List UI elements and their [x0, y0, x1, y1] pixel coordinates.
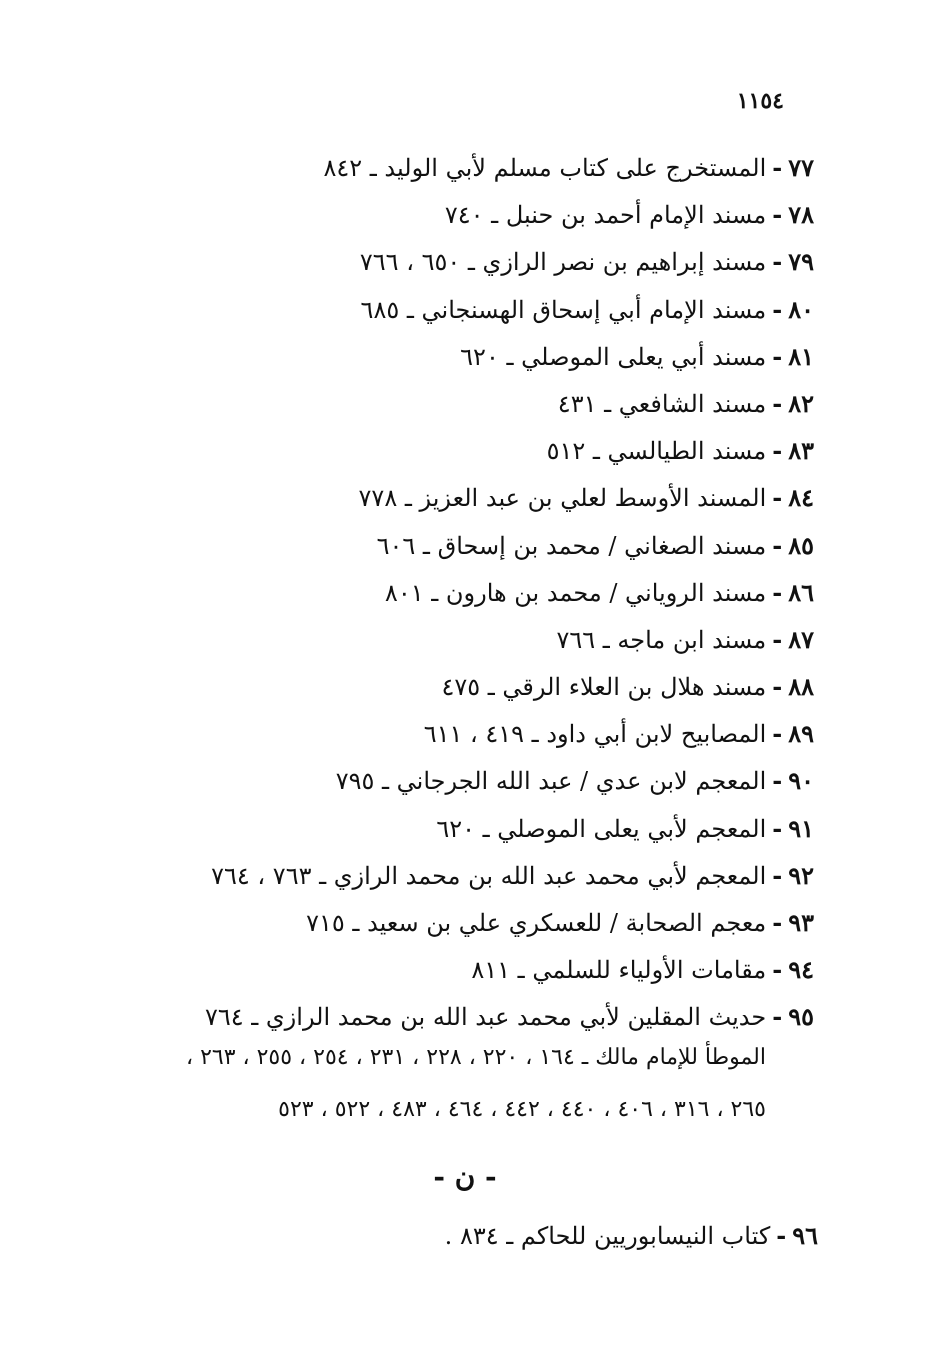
entry-dash: -	[776, 1221, 787, 1250]
entry-number: ٨٤	[788, 483, 814, 513]
entry-text: مسند هلال بن العلاء الرقي ـ ٤٧٥	[441, 673, 767, 702]
entry-number: ٨٥	[788, 530, 814, 560]
muwatta-references-line-1: الموطأ للإمام مالك ـ ١٦٤ ، ٢٢٠ ، ٢٢٨ ، ٢٣١ ، ٢٥٤ ، ٢٥٥ ، ٢٦٣ ،	[185, 1045, 766, 1070]
entry-number: ٨٦	[788, 577, 814, 607]
entry-number: ٩٤	[788, 955, 814, 985]
entry-number: ٩٠	[788, 766, 814, 796]
list-item	[114, 286, 814, 333]
list-item	[114, 663, 814, 710]
list-item	[114, 522, 814, 569]
entry-text: المعجم لأبي يعلى الموصلي ـ ٦٢٠	[436, 814, 767, 843]
list-item	[114, 427, 814, 474]
entry-number: ٩٣	[788, 908, 814, 937]
list-item	[114, 946, 814, 993]
entry-text: مسند ابن ماجه ـ ٧٦٦	[556, 625, 767, 654]
entry-dash: -	[772, 341, 783, 371]
entry-dash: -	[772, 908, 783, 937]
entry-text: المعجم لابن عدي / عبد الله الجرجاني ـ ٧٩٥	[335, 767, 767, 796]
list-item	[114, 238, 814, 285]
list-item	[114, 333, 814, 380]
entry-number: ٨٩	[788, 719, 814, 749]
entry-text: مسند أبي يعلى الموصلي ـ ٦٢٠	[460, 342, 767, 371]
entry-dash: -	[772, 955, 783, 985]
list-item	[114, 757, 814, 804]
list-item	[114, 899, 814, 946]
entry-dash: -	[772, 813, 783, 843]
list-item	[114, 191, 814, 238]
entry-dash: -	[772, 860, 783, 890]
list-item	[114, 474, 814, 521]
list-item	[114, 993, 814, 1040]
entry-text: مسند الطيالسي ـ ٥١٢	[546, 437, 767, 466]
entry-dash: -	[772, 483, 783, 513]
entry-number: ٩٦	[792, 1221, 818, 1250]
entry-number: ٧٨	[788, 200, 814, 230]
entry-dash: -	[772, 672, 783, 702]
entry-text: معجم الصحابة / للعسكري علي بن سعيد ـ ٧١٥	[306, 909, 767, 937]
entry-number: ٧٧	[788, 153, 814, 182]
section-heading	[0, 1160, 942, 1193]
entry-text: مسند الروياني / محمد بن هارون ـ ٨٠١	[384, 578, 767, 607]
entry-number: ٧٩	[788, 247, 814, 277]
entry-text: مقامات الأولياء للسلمي ـ ٨١١	[471, 956, 767, 985]
entry-dash: -	[772, 436, 783, 466]
entry-dash: -	[772, 719, 783, 749]
list-item	[114, 380, 814, 427]
entry-text: كتاب النيسابوريين للحاكم ـ ٨٣٤ .	[444, 1222, 771, 1250]
section-letter: - ن -	[433, 1160, 497, 1193]
entry-text: مسند الإمام أبي إسحاق الهسنجاني ـ ٦٨٥	[360, 295, 767, 324]
list-item	[114, 569, 814, 616]
entry-number: ٨٢	[788, 388, 814, 418]
entry-number: ٩٢	[788, 860, 814, 890]
page-number: ١١٥٤	[736, 88, 784, 114]
entry-dash: -	[772, 577, 783, 607]
entry-text: المسند الأوسط لعلي بن عبد العزيز ـ ٧٧٨	[358, 484, 767, 513]
entry-number: ٨٨	[788, 672, 814, 702]
entry-dash: -	[772, 247, 783, 277]
entry-dash: -	[772, 766, 783, 796]
entry-number: ٨١	[788, 341, 814, 371]
entry-number: ٩٥	[788, 1002, 814, 1032]
index-entry-list	[114, 144, 814, 1041]
entry-dash: -	[772, 200, 783, 230]
entry-number: ٨٣	[788, 436, 814, 466]
entry-text: مسند إبراهيم بن نصر الرازي ـ ٦٥٠ ، ٧٦٦	[359, 248, 767, 277]
list-item	[445, 1214, 818, 1258]
list-item	[114, 710, 814, 757]
entry-number: ٨٧	[788, 624, 814, 654]
list-item	[114, 852, 814, 899]
entry-text: المصابيح لابن أبي داود ـ ٤١٩ ، ٦١١	[423, 720, 767, 749]
muwatta-references-line-2: ٢٦٥ ، ٣١٦ ، ٤٠٦ ، ٤٤٠ ، ٤٤٢ ، ٤٦٤ ، ٤٨٣ ، ٥٢٢ ، ٥٢٣	[278, 1097, 766, 1122]
entry-text: المعجم لأبي محمد عبد الله بن محمد الرازي ـ ٧٦٣ ، ٧٦٤	[211, 861, 767, 890]
list-item	[114, 616, 814, 663]
entry-text: مسند الإمام أحمد بن حنبل ـ ٧٤٠	[444, 201, 767, 230]
entry-dash: -	[772, 1002, 783, 1032]
list-item	[114, 144, 814, 191]
entry-number: ٩١	[788, 813, 814, 843]
entry-dash: -	[772, 153, 783, 182]
entry-text: مسند الصغاني / محمد بن إسحاق ـ ٦٠٦	[376, 531, 767, 560]
entry-dash: -	[772, 530, 783, 560]
entry-text: مسند الشافعي ـ ٤٣١	[557, 389, 767, 418]
entry-dash: -	[772, 294, 783, 324]
list-item	[114, 805, 814, 852]
entry-dash: -	[772, 624, 783, 654]
entry-text: المستخرج على كتاب مسلم لأبي الوليد ـ ٨٤٢	[323, 154, 767, 182]
entry-dash: -	[772, 388, 783, 418]
entry-number: ٨٠	[788, 294, 814, 324]
entry-text: حديث المقلين لأبي محمد عبد الله بن محمد الرازي ـ ٧٦٤	[204, 1003, 767, 1032]
